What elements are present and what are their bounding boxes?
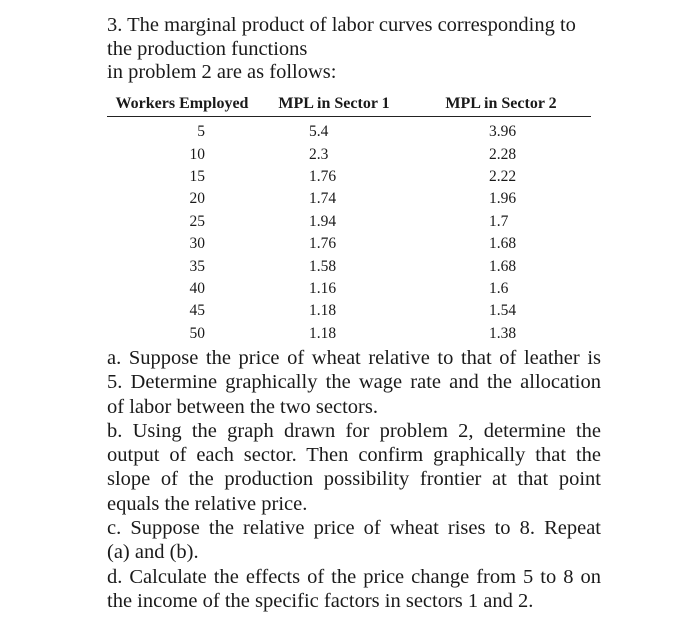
intro-line: the production functions [107,37,308,60]
cell-mpl-2: 1.54 [489,302,517,320]
question-line: (a) and (b). [107,541,199,564]
cell-mpl-2: 1.68 [489,235,517,253]
question-line: slope of the production possibility frontier at that point [107,468,601,491]
cell-mpl-1: 1.58 [309,257,337,275]
cell-workers: 15 [189,167,205,185]
problem-intro [107,14,607,85]
question-line: output of each sector. Then confirm graphically that the [107,444,601,467]
table-row [107,323,591,345]
question-line: equals the relative price. [107,492,308,515]
table-row [107,233,591,255]
cell-mpl-2: 2.28 [489,145,517,163]
cell-mpl-1: 1.16 [309,279,337,297]
table-row [107,255,591,277]
cell-mpl-1: 1.18 [309,324,337,342]
mpl-table-container [107,92,591,345]
question-line: of labor between the two sectors. [107,395,378,418]
cell-workers: 45 [189,302,205,320]
cell-workers: 5 [197,123,205,141]
intro-line: in problem 2 are as follows: [107,61,337,83]
question-line: 5. Determine graphically the wage rate and the allocation [107,371,601,394]
table-row [107,300,591,322]
cell-workers: 20 [189,190,205,208]
cell-mpl-1: 1.94 [309,212,337,230]
table-row [107,117,591,144]
question-line: a. Suppose the price of wheat relative to that of leather is [107,347,601,369]
header-mpl-sector-1: MPL in Sector 1 [257,92,411,117]
intro-line: 3. The marginal product of labor curves corresponding to [107,14,576,36]
question-line: the income of the specific factors in sectors 1 and 2. [107,589,534,612]
table-row [107,278,591,300]
cell-mpl-2: 2.22 [489,167,517,185]
table-row [107,166,591,188]
mpl-table [107,92,591,345]
cell-mpl-1: 2.3 [309,145,329,163]
cell-workers: 40 [189,279,205,297]
cell-mpl-2: 1.7 [489,212,509,230]
header-mpl-sector-2: MPL in Sector 2 [411,92,591,117]
table-row [107,143,591,165]
cell-mpl-1: 5.4 [309,123,329,141]
cell-workers: 30 [189,235,205,253]
cell-mpl-2: 3.96 [489,123,517,141]
question-line: c. Suppose the relative price of wheat rises to 8. Repeat [107,517,601,540]
cell-workers: 25 [189,212,205,230]
question-line: d. Calculate the effects of the price change from 5 to 8 on [107,565,601,588]
cell-workers: 10 [189,145,205,163]
cell-mpl-2: 1.96 [489,190,517,208]
cell-mpl-2: 1.68 [489,257,517,275]
questions-block [107,346,601,613]
header-workers-employed: Workers Employed [107,92,257,117]
cell-mpl-1: 1.76 [309,167,337,185]
cell-workers: 50 [189,324,205,342]
question-line: b. Using the graph drawn for problem 2, determine the [107,419,601,442]
cell-workers: 35 [189,257,205,275]
cell-mpl-1: 1.18 [309,302,337,320]
cell-mpl-2: 1.6 [489,279,509,297]
table-row [107,188,591,210]
table-row [107,211,591,233]
cell-mpl-1: 1.74 [309,190,337,208]
cell-mpl-2: 1.38 [489,324,517,342]
table-header-row [107,92,591,117]
cell-mpl-1: 1.76 [309,235,337,253]
